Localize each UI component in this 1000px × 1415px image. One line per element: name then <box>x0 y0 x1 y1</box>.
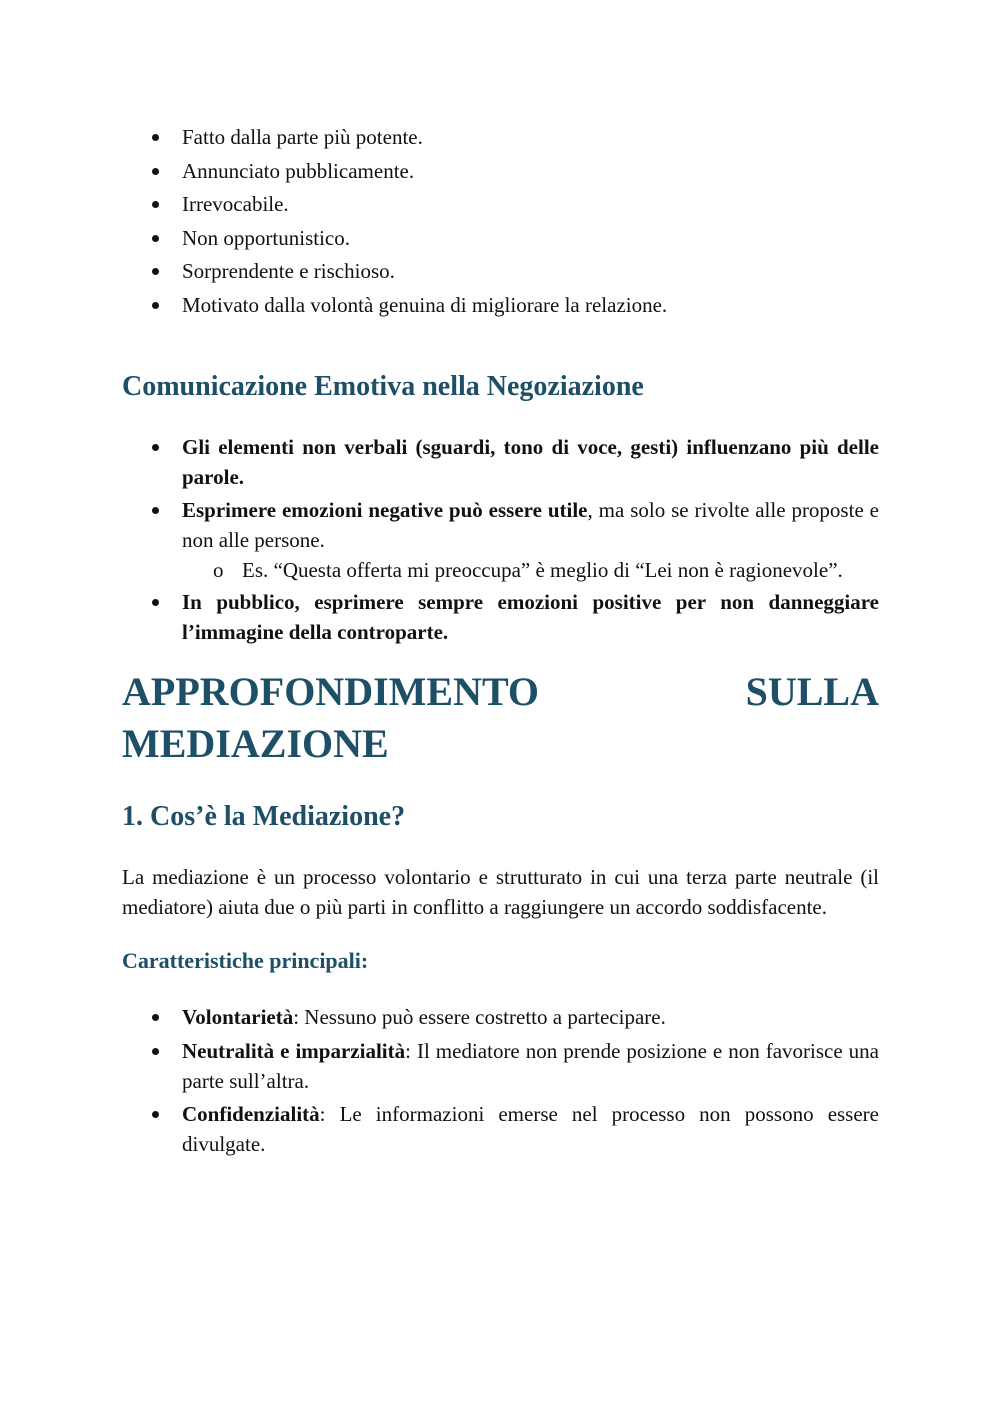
feature-term: Volontarietà <box>182 1005 294 1029</box>
section-title-word: APPROFONDIMENTO <box>122 669 540 714</box>
feature-desc: : Il mediatore non prende posizione e non favorisce una parte sull’altra. <box>182 1038 879 1093</box>
mediation-paragraph: La mediazione è un processo volontario e strutturato in cui una terza parte neutrale (il mediatore) aiuta due o più parti in conflitto a raggiungere un accordo soddisfacente. <box>122 865 879 919</box>
emotive-sub-list <box>182 555 879 585</box>
section-title-line: MEDIAZIONE <box>122 721 389 766</box>
list-item: Fatto dalla parte più potente. <box>122 122 879 152</box>
emotive-bullet-list <box>122 432 879 648</box>
list-item: Motivato dalla volontà genuina di migliorare la relazione. <box>122 290 879 320</box>
list-item: Annunciato pubblicamente. <box>122 156 879 186</box>
list-item <box>122 1099 879 1159</box>
list-item <box>122 495 879 585</box>
emotive-item-bold: Gli elementi non verbali (sguardi, tono di voce, gesti) influenzano più delle parole. <box>182 434 879 489</box>
section-title <box>122 666 879 770</box>
list-item: Irrevocabile. <box>122 189 879 219</box>
list-item <box>122 587 879 647</box>
emotive-item-bold: Esprimere emozioni negative può essere utile <box>182 498 588 522</box>
section-title-word: SULLA <box>745 669 879 714</box>
emotive-item-bold: In pubblico, esprimere sempre emozioni positive per non danneggiare l’immagine della controparte. <box>182 590 879 644</box>
feature-desc: : Le informazioni emerse nel processo non possono essere divulgate. <box>182 1102 879 1156</box>
sub-list-item: o Es. “Questa offerta mi preoccupa” è meglio di “Lei non è ragionevole”. <box>182 555 879 585</box>
page-content <box>122 122 879 1163</box>
feature-desc: : Nessuno può essere costretto a partecipare. <box>293 1005 666 1029</box>
intro-bullet-list <box>122 122 879 320</box>
emotive-item-text: , ma solo se rivolte alle proposte e non alle persone. <box>182 498 879 552</box>
emotive-heading: Comunicazione Emotiva nella Negoziazione <box>122 370 644 402</box>
list-item: Non opportunistico. <box>122 223 879 253</box>
list-item <box>122 1002 879 1032</box>
list-item: Sorprendente e rischioso. <box>122 256 879 286</box>
features-bullet-list <box>122 1002 879 1159</box>
features-subheading: Caratteristiche principali: <box>122 948 369 973</box>
list-item <box>122 432 879 492</box>
feature-term: Confidenzialità <box>182 1102 320 1126</box>
mediation-heading: 1. Cos’è la Mediazione? <box>122 801 406 832</box>
section-title-line <box>122 666 879 718</box>
list-item <box>122 1036 879 1096</box>
feature-term: Neutralità e imparzialità <box>182 1038 406 1063</box>
